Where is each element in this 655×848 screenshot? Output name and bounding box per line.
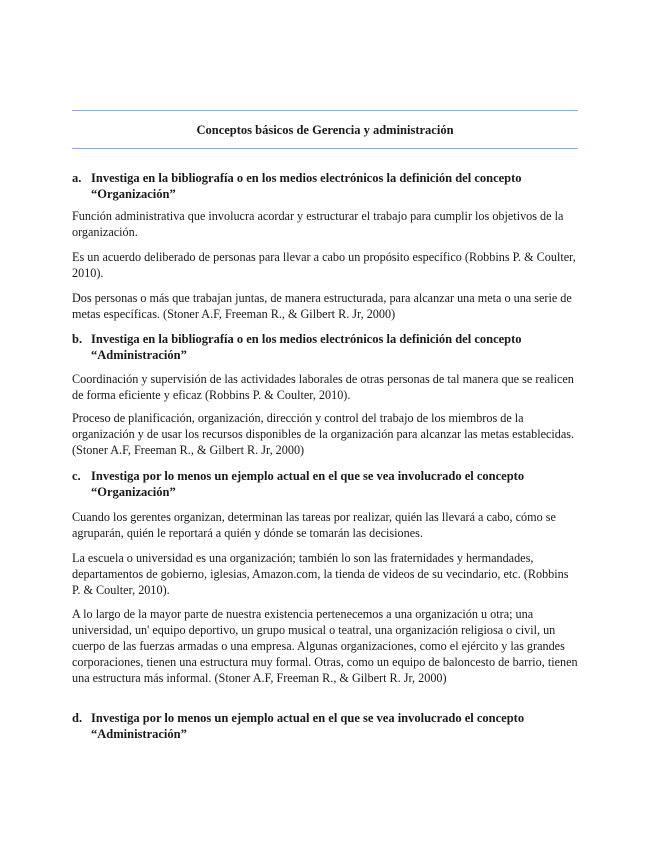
section-letter: d. [72, 711, 83, 725]
section-letter: a. [72, 171, 82, 185]
paragraph: A lo largo de la mayor parte de nuestra existencia pertenecemos a una organización u otra; una universidad, un' equipo deportivo, un grupo musical o teatral, una organización religiosa o civil, un cuerpo de las fuerzas armadas o una empresa. Algunas organizaciones, como el ejército y las grandes corporaciones, tienen una estructura muy formal. Otras, como un equipo de baloncesto de barrio, tienen una estructura más informal. (Stoner A.F, Freeman R., & Gilbert R. Jr, 2000) [72, 607, 578, 685]
paragraph: La escuela o universidad es una organización; también lo son las fraternidades y hermandades, departamentos de gobierno, iglesias, Amazon.com, la tienda de videos de su vecindario, etc. (Robbins P. & Coulter, 2010). [72, 551, 569, 597]
section-letter: c. [72, 469, 81, 483]
section-heading-c [72, 468, 578, 500]
paragraph: Coordinación y supervisión de las actividades laborales de otras personas de tal manera que se realicen de forma eficiente y eficaz (Robbins P. & Coulter, 2010). [72, 372, 574, 402]
section-heading-text: Investiga en la bibliografía o en los medios electrónicos la definición del concepto “Organización” [91, 171, 522, 201]
paragraph: Es un acuerdo deliberado de personas para llevar a cabo un propósito específico (Robbins P. & Coulter, 2010). [72, 250, 576, 280]
paragraph: Dos personas o más que trabajan juntas, de manera estructurada, para alcanzar una meta o una serie de metas específicas. (Stoner A.F, Freeman R., & Gilbert R. Jr, 2000) [72, 291, 572, 321]
section-heading-d [72, 710, 578, 742]
title-top-rule [72, 110, 578, 111]
title-bottom-rule [72, 148, 578, 149]
paragraph: Función administrativa que involucra acordar y estructurar el trabajo para cumplir los objetivos de la organización. [72, 209, 564, 239]
section-heading-text: Investiga por lo menos un ejemplo actual en el que se vea involucrado el concepto “Organización” [91, 469, 525, 499]
paragraph: Proceso de planificación, organización, dirección y control del trabajo de los miembros de la organización y de usar los recursos disponibles de la organización para alcanzar las metas establecidas. (Stoner A.F, Freeman R., & Gilbert R. Jr, 2000) [72, 411, 575, 457]
page-title: Conceptos básicos de Gerencia y administración [196, 123, 454, 137]
section-heading-text: Investiga en la bibliografía o en los medios electrónicos la definición del concepto “Administración” [91, 332, 522, 362]
section-letter: b. [72, 332, 83, 346]
section-heading-b [72, 331, 578, 363]
section-heading-a [72, 170, 578, 202]
section-heading-text: Investiga por lo menos un ejemplo actual en el que se vea involucrado el concepto “Administración” [91, 711, 525, 741]
paragraph: Cuando los gerentes organizan, determinan las tareas por realizar, quién las llevará a cabo, cómo se agruparán, quién le reportará a quién y dónde se tomarán las decisiones. [72, 510, 556, 540]
